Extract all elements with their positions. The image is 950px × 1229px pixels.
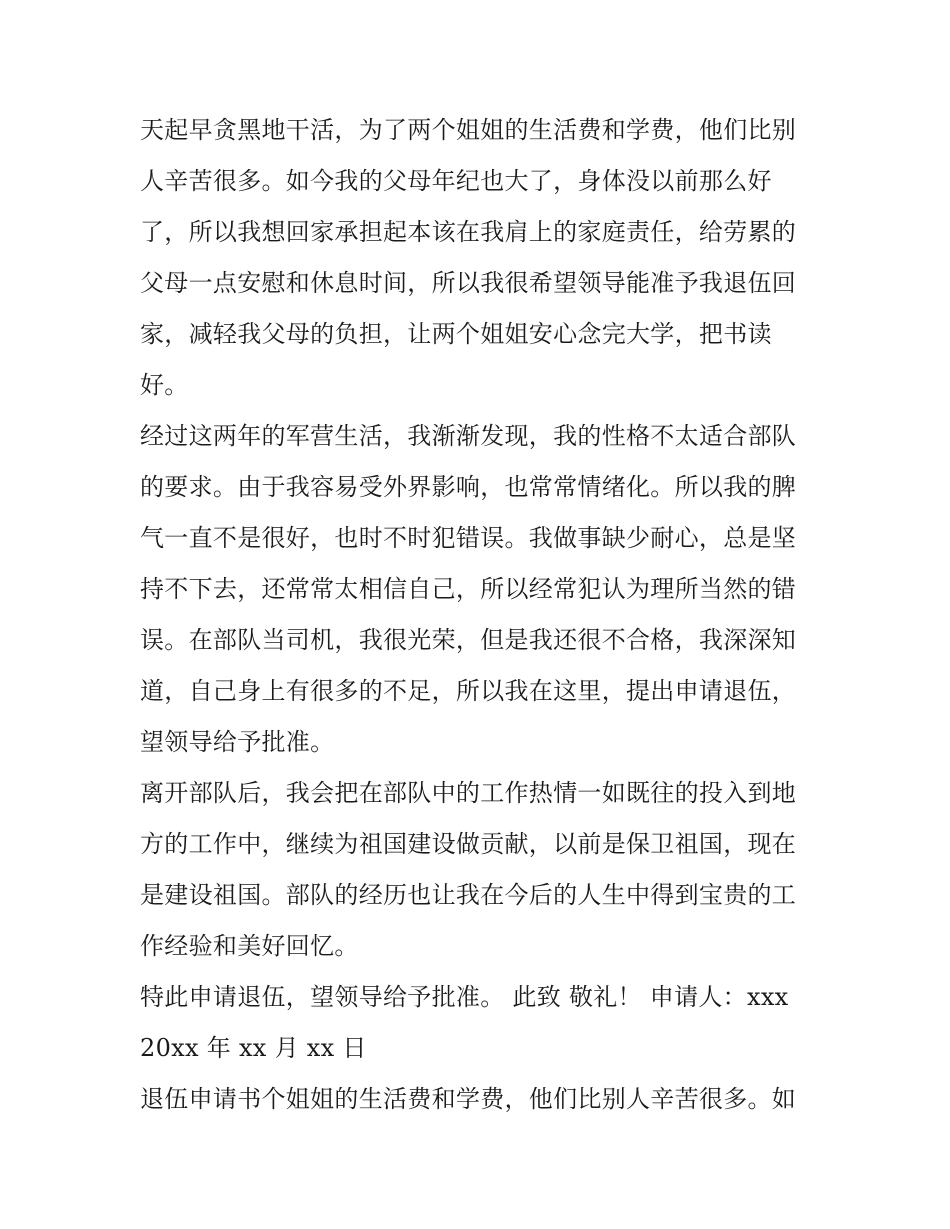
text-line: 天起早贪黑地干活，为了两个姐姐的生活费和学费，他们比别	[140, 116, 797, 144]
text-line: 望领导给予批准。	[140, 728, 335, 756]
text-line: 方的工作中，继续为祖国建设做贡献，以前是保卫祖国，现在	[140, 830, 797, 858]
text-line: 误。在部队当司机，我很光荣，但是我还很不合格，我深深知	[140, 626, 797, 654]
text-line: 父母一点安慰和休息时间，所以我很希望领导能准予我退伍回	[140, 269, 797, 297]
paragraph-personality-reason	[140, 411, 830, 768]
text-line: 好。	[140, 371, 189, 399]
text-line: 离开部队后，我会把在部队中的工作热情一如既往的投入到地	[140, 779, 797, 807]
paragraph-family-reason	[140, 105, 830, 411]
paragraph-repeated-title	[140, 1074, 830, 1125]
closing-line: 特此申请退伍，望领导给予批准。 此致 敬礼！ 申请人：xxx	[140, 983, 789, 1011]
paragraph-closing-signature	[140, 972, 830, 1074]
text-line: 作经验和美好回忆。	[140, 932, 359, 960]
paragraph-future-plans	[140, 768, 830, 972]
text-line: 是建设祖国。部队的经历也让我在今后的人生中得到宝贵的工	[140, 881, 797, 909]
text-line: 道，自己身上有很多的不足，所以我在这里，提出申请退伍，	[140, 677, 797, 705]
text-line: 持不下去，还常常太相信自己，所以经常犯认为理所当然的错	[140, 575, 797, 603]
document-body	[140, 105, 830, 1125]
text-line: 退伍申请书个姐姐的生活费和学费，他们比别人辛苦很多。如	[140, 1085, 797, 1113]
text-line: 人辛苦很多。如今我的父母年纪也大了，身体没以前那么好	[140, 167, 772, 195]
text-line: 的要求。由于我容易受外界影响，也常常情绪化。所以我的脾	[140, 473, 797, 501]
date-line: 20xx 年 xx 月 xx 日	[140, 1034, 367, 1062]
text-line: 经过这两年的军营生活，我渐渐发现，我的性格不太适合部队	[140, 422, 797, 450]
text-line: 家，减轻我父母的负担，让两个姐姐安心念完大学，把书读	[140, 320, 772, 348]
text-line: 气一直不是很好，也时不时犯错误。我做事缺少耐心，总是坚	[140, 524, 797, 552]
text-line: 了，所以我想回家承担起本该在我肩上的家庭责任，给劳累的	[140, 218, 797, 246]
